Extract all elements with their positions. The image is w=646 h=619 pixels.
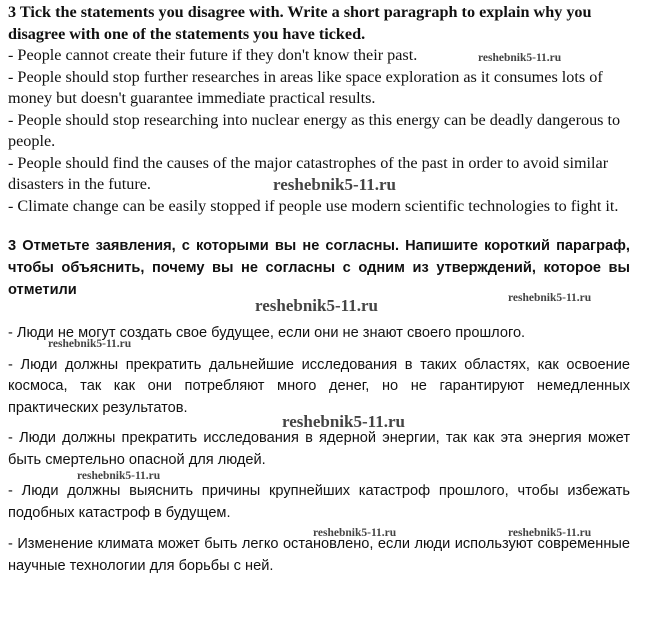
english-statement-2: - People should stop further researches in areas like space exploration as it consumes lots of money but doesn't guarantee immediate practical results.: [8, 67, 603, 107]
russian-section: [8, 235, 630, 577]
english-statement-3: - People should stop researching into nuclear energy as this energy can be deadly dangerous to people.: [8, 110, 621, 150]
watermark: reshebnik5-11.ru: [48, 338, 132, 350]
russian-statement-1: - Люди не могут создать свое будущее, если они не знают своего прошлого.: [8, 325, 526, 341]
english-statement-5: - Climate change can be easily stopped if people use modern scientific technologies to fight it.: [8, 196, 619, 215]
russian-task-heading: 3 Отметьте заявления, с которыми вы не согласны. Напишите короткий параграф, чтобы объяснить, почему вы не согласны с одним из утверждений, которое вы отметили: [8, 238, 630, 298]
watermark: reshebnik5-11.ru: [508, 292, 592, 304]
russian-statement-3: - Люди должны прекратить исследования в ядерной энергии, так как эта энергия может быть смертельно опасной для людей.: [8, 430, 630, 468]
watermark: reshebnik5-11.ru: [255, 296, 378, 315]
english-task-heading: 3 Tick the statements you disagree with. Write a short paragraph to explain why you disagree with one of the statements you have ticked.: [8, 3, 592, 43]
watermark: reshebnik5-11.ru: [508, 527, 592, 539]
watermark: reshebnik5-11.ru: [282, 412, 405, 431]
english-statement-1: - People cannot create their future if they don't know their past.: [8, 46, 418, 64]
watermark: reshebnik5-11.ru: [77, 470, 161, 482]
english-statement-4: - People should find the causes of the major catastrophes of the past in order to avoid similar disasters in the future.: [8, 153, 609, 193]
watermark: reshebnik5-11.ru: [478, 52, 562, 64]
russian-statement-2: - Люди должны прекратить дальнейшие исследования в таких областях, как освоение космоса, так как они потребляют много денег, но не гарантируют немедленных практических результатов.: [8, 356, 630, 416]
watermark: reshebnik5-11.ru: [313, 527, 397, 539]
russian-statement-5: - Изменение климата может быть легко остановлено, если люди используют современные научные технологии для борьбы с ней.: [8, 536, 630, 574]
watermark: reshebnik5-11.ru: [273, 175, 396, 194]
russian-statement-4: - Люди должны выяснить причины крупнейших катастроф прошлого, чтобы избежать подобных катастроф в будущем.: [8, 483, 630, 521]
